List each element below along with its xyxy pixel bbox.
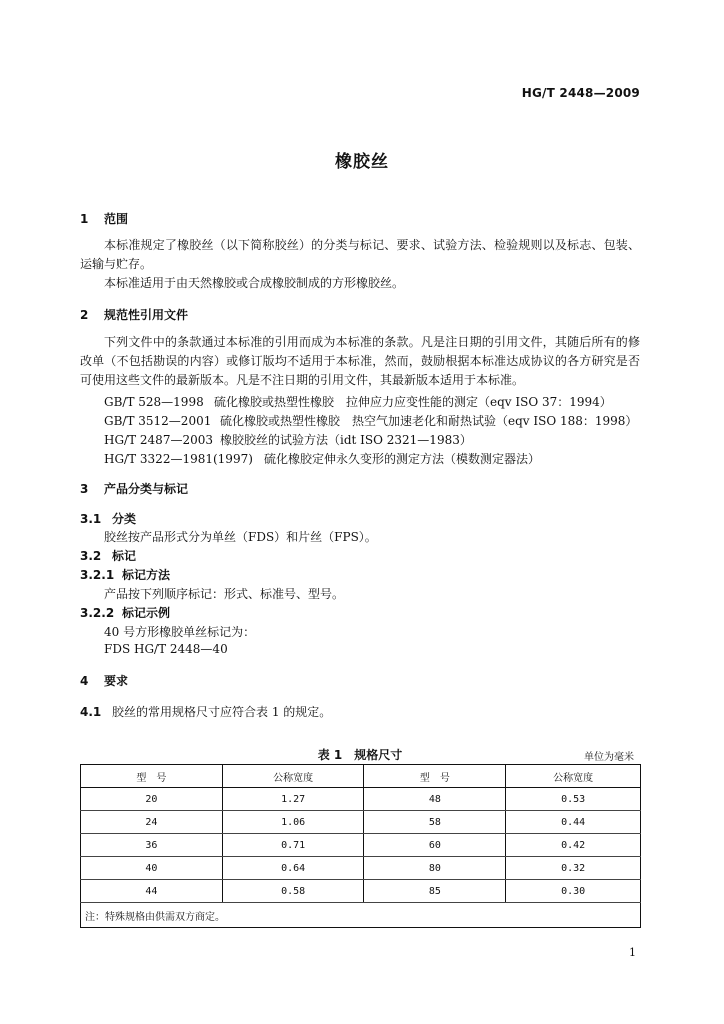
table-cell: 80 <box>364 857 506 880</box>
reference-code: HG/T 2487—2003 <box>104 433 213 447</box>
table-title: 表 1 规格尺寸 <box>317 748 403 762</box>
reference-title: 硫化橡胶或热塑性橡胶 拉伸应力应变性能的测定（eqv ISO 37：1994） <box>214 395 612 409</box>
reference-item <box>104 431 472 448</box>
table-cell: 24 <box>81 811 223 834</box>
column-header: 型 号 <box>81 765 223 788</box>
section-number: 3.2 <box>80 549 102 563</box>
table-cell: 0.53 <box>506 788 641 811</box>
table-cell: 0.71 <box>222 834 364 857</box>
marking-example-line-2: FDS HG/T 2448—40 <box>104 642 228 656</box>
section-title: 标记方法 <box>122 568 171 582</box>
section-title: 规范性引用文件 <box>104 308 189 322</box>
document-title: 橡胶丝 <box>335 152 389 172</box>
section-3-2-heading <box>80 547 136 564</box>
table-cell: 1.27 <box>222 788 364 811</box>
section-number: 3 <box>80 482 89 496</box>
table-cell: 40 <box>81 857 223 880</box>
reference-title: 橡胶胶丝的试验方法（idt ISO 2321—1983） <box>220 433 472 447</box>
table-cell: 0.64 <box>222 857 364 880</box>
table-cell: 58 <box>364 811 506 834</box>
scope-paragraph-2: 本标准适用于由天然橡胶或合成橡胶制成的方形橡胶丝。 <box>104 276 405 290</box>
section-4-heading <box>80 672 128 689</box>
table-cell: 44 <box>81 880 223 903</box>
reference-code: GB/T 3512—2001 <box>104 414 212 428</box>
table-row <box>81 834 641 857</box>
section-title: 分类 <box>112 512 137 526</box>
page-number: 1 <box>629 946 636 959</box>
table-row <box>81 880 641 903</box>
section-number: 4.1 <box>80 705 102 719</box>
reference-title: 硫化橡胶定伸永久变形的测定方法（模数测定器法） <box>264 452 541 466</box>
section-title: 标记 <box>112 549 137 563</box>
section-2-heading <box>80 306 188 323</box>
table-row <box>81 788 641 811</box>
section-number: 3.2.1 <box>80 568 115 582</box>
table-row <box>81 857 641 880</box>
section-3-2-1-heading <box>80 566 170 583</box>
section-number: 2 <box>80 308 89 322</box>
reference-item <box>104 412 637 429</box>
reference-item <box>104 450 540 467</box>
spec-table <box>80 764 641 928</box>
table-header-row <box>81 765 641 788</box>
table-row <box>81 811 641 834</box>
section-number: 4 <box>80 674 89 688</box>
table-cell: 85 <box>364 880 506 903</box>
section-1-heading <box>80 210 128 227</box>
table-cell: 0.42 <box>506 834 641 857</box>
column-header: 公称宽度 <box>506 765 641 788</box>
section-title: 范围 <box>104 212 129 226</box>
requirement-text: 胶丝的常用规格尺寸应符合表 1 的规定。 <box>112 705 332 719</box>
section-3-heading <box>80 480 188 497</box>
section-3-1-heading <box>80 510 136 527</box>
table-cell: 60 <box>364 834 506 857</box>
table-cell: 0.44 <box>506 811 641 834</box>
reference-item <box>104 393 612 410</box>
standard-number: HG/T 2448—2009 <box>521 86 640 100</box>
section-4-1-line <box>80 703 331 720</box>
marking-example-line-1: 40 号方形橡胶单丝标记为： <box>104 625 256 639</box>
section-title: 要求 <box>104 674 129 688</box>
scope-paragraph-1: 本标准规定了橡胶丝（以下简称胶丝）的分类与标记、要求、试验方法、检验规则以及标志、包装、运输与贮存。 <box>80 238 640 271</box>
references-paragraph: 下列文件中的条款通过本标准的引用而成为本标准的条款。凡是注日期的引用文件，其随后所有的修改单（不包括勘误的内容）或修订版均不适用于本标准，然而，鼓励根据本标准达成协议的各方研究是否可使用这些文件的最新版本。凡是不注日期的引用文件，其最新版本适用于本标准。 <box>80 335 640 387</box>
column-header: 公称宽度 <box>222 765 364 788</box>
table-note: 注：特殊规格由供需双方商定。 <box>81 903 641 928</box>
table-cell: 0.58 <box>222 880 364 903</box>
column-header: 型 号 <box>364 765 506 788</box>
table-note-row <box>81 903 641 928</box>
section-number: 1 <box>80 212 89 226</box>
table-cell: 0.30 <box>506 880 641 903</box>
table-cell: 0.32 <box>506 857 641 880</box>
section-title: 标记示例 <box>122 606 171 620</box>
reference-title: 硫化橡胶或热塑性橡胶 热空气加速老化和耐热试验（eqv ISO 188：1998） <box>220 414 638 428</box>
section-number: 3.2.2 <box>80 606 115 620</box>
table-unit-note: 单位为毫米 <box>584 752 634 763</box>
table-cell: 36 <box>81 834 223 857</box>
classification-text: 胶丝按产品形式分为单丝（FDS）和片丝（FPS）。 <box>104 530 377 544</box>
table-cell: 1.06 <box>222 811 364 834</box>
table-cell: 20 <box>81 788 223 811</box>
table-cell: 48 <box>364 788 506 811</box>
reference-code: HG/T 3322—1981(1997) <box>104 452 253 466</box>
section-number: 3.1 <box>80 512 102 526</box>
marking-method-text: 产品按下列顺序标记：形式、标准号、型号。 <box>104 587 345 601</box>
section-title: 产品分类与标记 <box>104 482 189 496</box>
reference-code: GB/T 528—1998 <box>104 395 204 409</box>
section-3-2-2-heading <box>80 604 170 621</box>
table-caption-row <box>80 746 640 762</box>
